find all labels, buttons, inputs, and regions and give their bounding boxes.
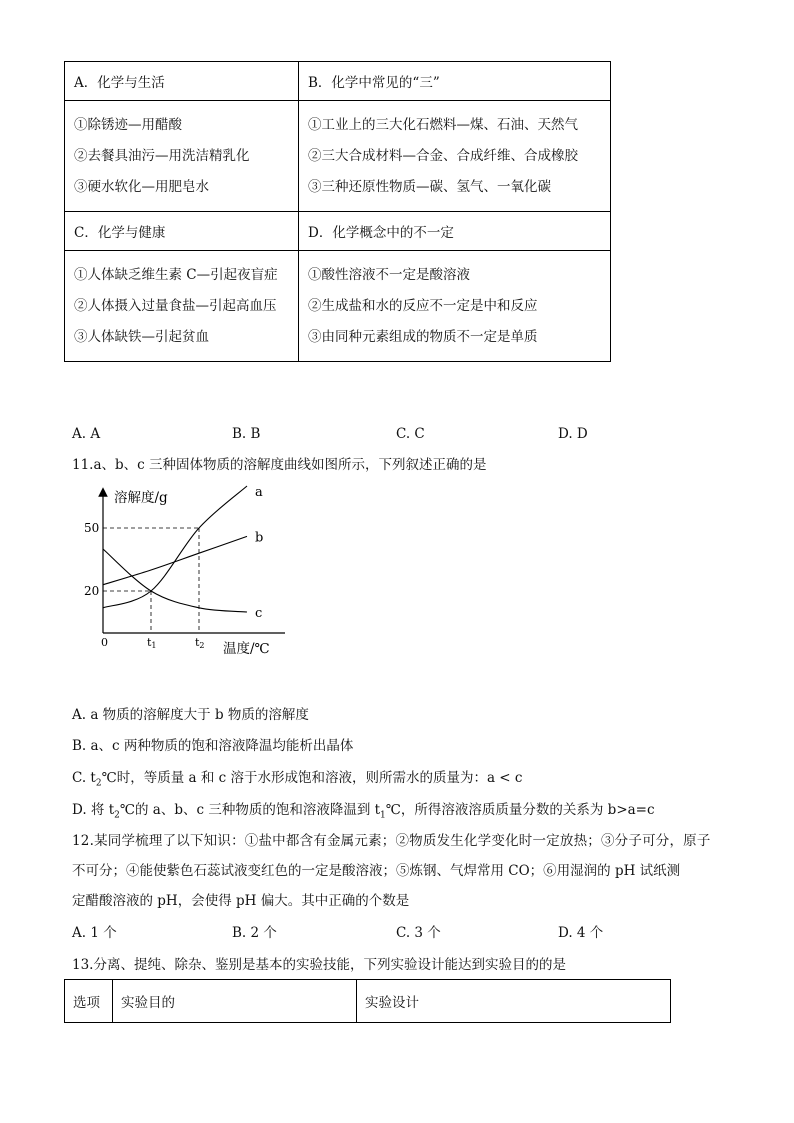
cell-line: ③由同种元素组成的物质不一定是单质 (308, 329, 538, 345)
q11-option-c[interactable] (72, 768, 522, 794)
q13-stem: 13.分离、提纯、除杂、鉴别是基本的实验技能，下列实验设计能达到实验目的的是 (72, 957, 566, 973)
table-header-design: 实验设计 (357, 980, 671, 1023)
table-header-a: A．化学与生活 (65, 62, 299, 101)
text-part: C. t (72, 770, 96, 786)
x-tick-label: t2 (195, 636, 205, 650)
q10-option-b[interactable]: B. B (232, 426, 261, 442)
cell-line: ①除锈迹—用醋酸 (74, 117, 182, 133)
solubility-chart (70, 480, 290, 665)
series-curve-c (103, 549, 247, 612)
text-part: ℃的 a、b、c 三种物质的饱和溶液降温到 t (119, 802, 381, 818)
subscript: 2 (95, 778, 102, 789)
cell-line: ①人体缺乏维生素 C—引起夜盲症 (74, 267, 278, 283)
q10-option-d[interactable]: D. D (558, 426, 588, 442)
q12-option-b[interactable]: B. 2 个 (232, 925, 277, 941)
q12-option-a[interactable]: A. 1 个 (72, 925, 117, 941)
y-axis-label: 溶解度/g (114, 490, 168, 506)
text-part: D. 将 t (72, 802, 115, 818)
q11-option-b[interactable]: B. a、c 两种物质的饱和溶液降温均能析出晶体 (72, 738, 354, 754)
q12-option-c[interactable]: C. 3 个 (396, 925, 441, 941)
table-header-option: 选项 (65, 980, 113, 1023)
table-cell-b (299, 101, 611, 212)
q10-option-a[interactable]: A. A (72, 426, 101, 442)
q11-stem: 11.a、b、c 三种固体物质的溶解度曲线如图所示，下列叙述正确的是 (72, 457, 487, 473)
cell-line: ③三种还原性物质—碳、氢气、一氧化碳 (308, 179, 551, 195)
q11-option-d[interactable] (72, 800, 655, 826)
cell-line: ②人体摄入过量食盐—引起高血压 (74, 298, 277, 314)
q12-stem-line: 定醋酸溶液的 pH，会使得 pH 偏大。其中正确的个数是 (72, 893, 410, 909)
experiment-table (64, 979, 671, 1023)
table-header-d: D．化学概念中的不一定 (299, 212, 611, 251)
table-cell-a (65, 101, 299, 212)
table-header-c: C．化学与健康 (65, 212, 299, 251)
cell-line: ①工业上的三大化石燃料—煤、石油、天然气 (308, 117, 578, 133)
table-header-purpose: 实验目的 (113, 980, 357, 1023)
cell-line: ①酸性溶液不一定是酸溶液 (308, 267, 470, 283)
text-part: ℃时，等质量 a 和 c 溶于水形成饱和溶液，则所需水的质量为：a < c (101, 770, 523, 786)
q12-option-d[interactable]: D. 4 个 (558, 925, 604, 941)
q10-option-c[interactable]: C. C (396, 426, 425, 442)
cell-line: ③硬水软化—用肥皂水 (74, 179, 209, 195)
text-part: ℃，所得溶液溶质质量分数的关系为 b>a=c (385, 802, 655, 818)
x-axis-label: 温度/℃ (223, 641, 270, 657)
knowledge-table (64, 61, 611, 362)
q11-option-a[interactable]: A. a 物质的溶解度大于 b 物质的溶解度 (72, 707, 309, 723)
origin-label: 0 (101, 636, 108, 649)
q12-stem-line: 12.某同学梳理了以下知识：①盐中都含有金属元素；②物质发生化学变化时一定放热；③分子可分，原子 (72, 833, 711, 849)
series-label-a: a (255, 485, 263, 500)
y-tick-label: 50 (84, 521, 100, 535)
subscript: 1 (380, 810, 386, 821)
cell-line: ③人体缺铁—引起贫血 (74, 329, 209, 345)
x-tick-label: t1 (147, 636, 157, 650)
series-label-b: b (255, 530, 264, 546)
table-cell-d (299, 251, 611, 362)
cell-line: ②去餐具油污—用洗洁精乳化 (74, 148, 250, 164)
cell-line: ②生成盐和水的反应不一定是中和反应 (308, 298, 538, 314)
subscript: 2 (114, 810, 120, 821)
table-header-b: B．化学中常见的“三” (299, 62, 611, 101)
cell-line: ②三大合成材料—合金、合成纤维、合成橡胶 (308, 148, 578, 164)
y-tick-label: 20 (84, 584, 100, 598)
q12-stem-line: 不可分；④能使紫色石蕊试液变红色的一定是酸溶液；⑤炼钢、气焊常用 CO；⑥用湿润的 pH 试纸测 (72, 863, 681, 879)
series-label-c: c (255, 606, 263, 621)
table-cell-c (65, 251, 299, 362)
